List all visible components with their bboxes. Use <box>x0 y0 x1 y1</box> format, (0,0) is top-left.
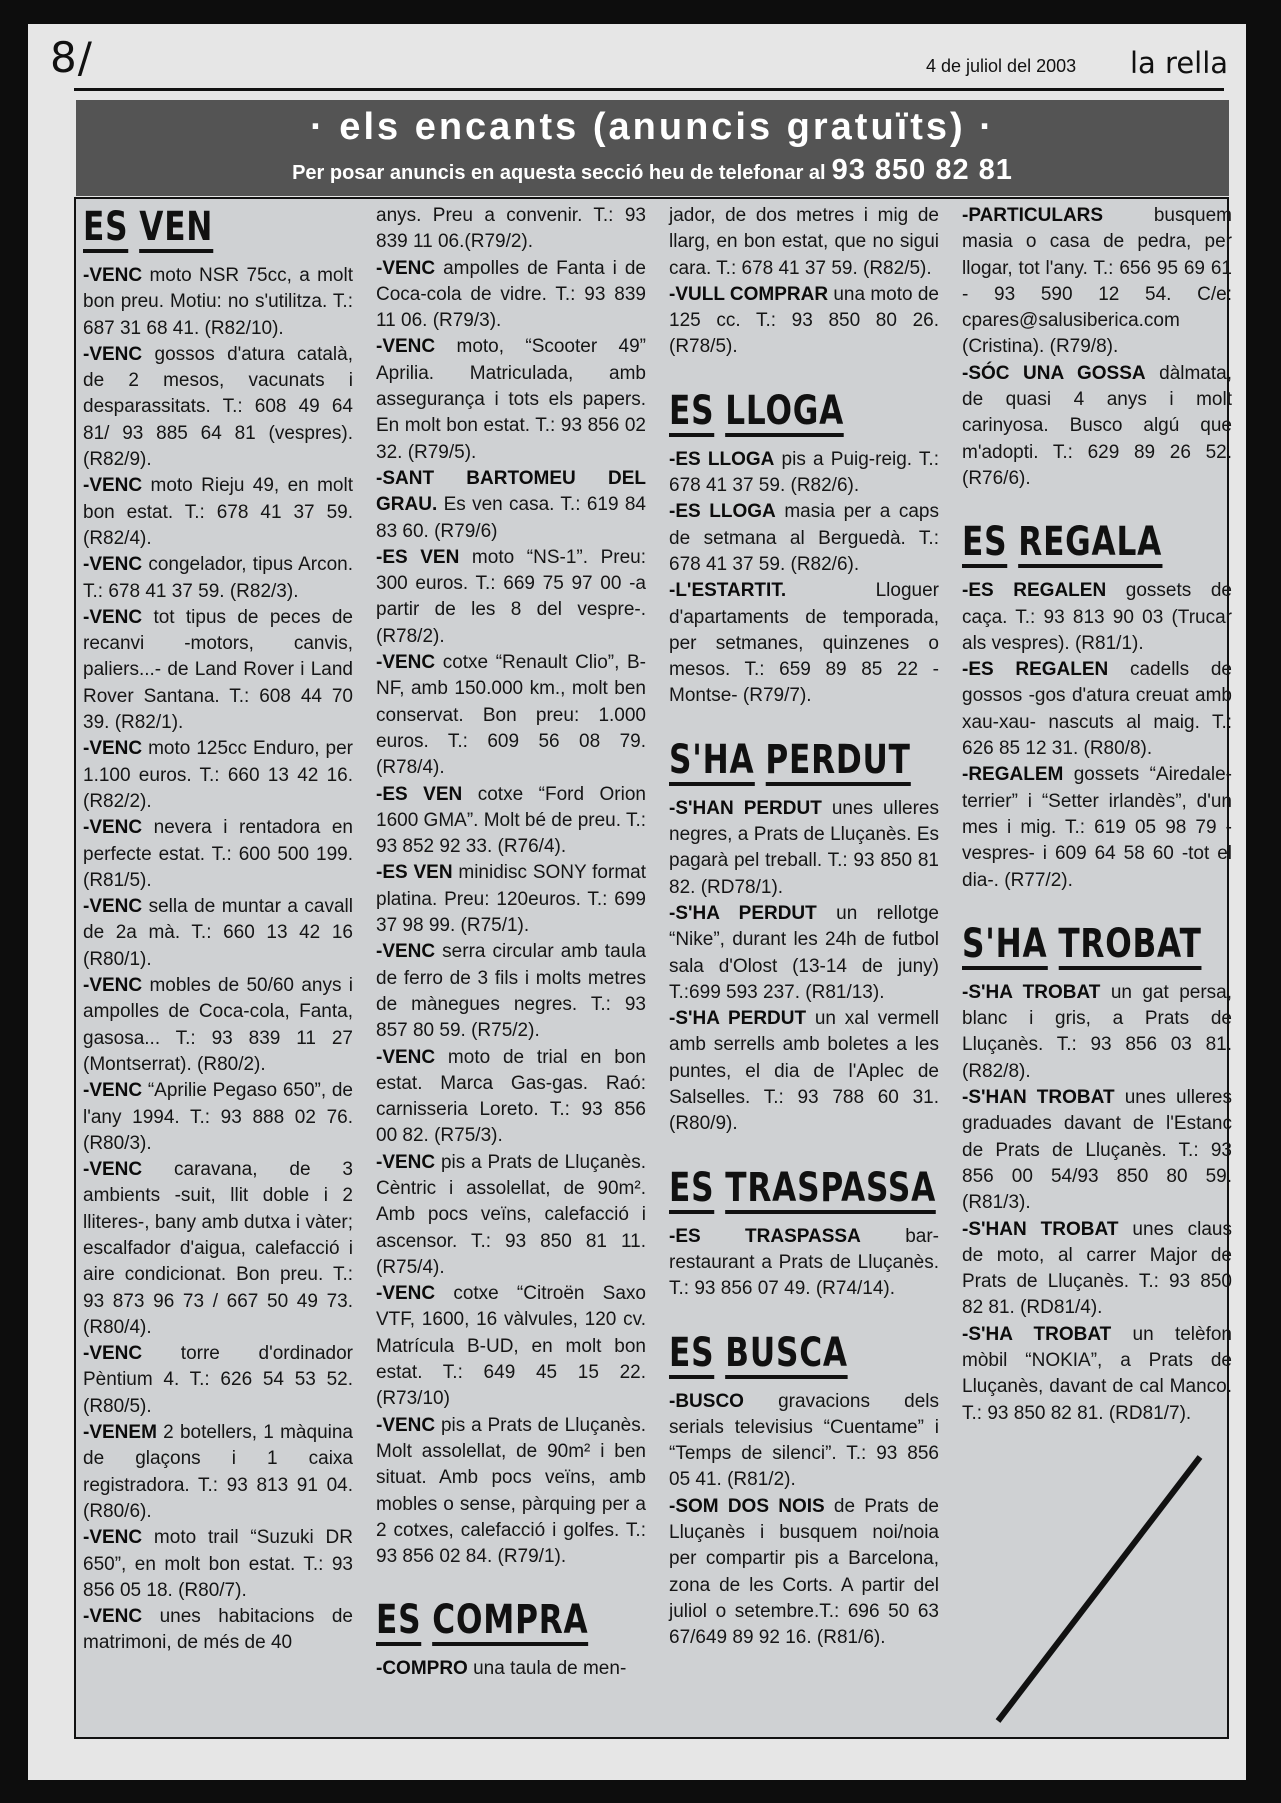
classified-ad <box>376 1413 646 1571</box>
ad-lead: -VENC <box>83 1159 143 1181</box>
ad-lead: -S'HA PERDUT <box>669 902 817 924</box>
banner-subtitle <box>76 154 1229 187</box>
page-number: 8/ <box>50 33 93 82</box>
classified-ad <box>962 980 1232 1085</box>
classified-ad <box>376 256 646 335</box>
ad-lead: -S'HA PERDUT <box>669 1008 807 1030</box>
classified-ad <box>962 1217 1232 1322</box>
column-1 <box>83 203 353 1657</box>
ad-text: busquem masia o casa de pedra, per llogar, tot l'any. T.: 656 95 69 61 - 93 590 12 54. C/e: cpares@salusiberica.com (Cristina). (R79/8). <box>962 205 1232 358</box>
section-heading-word: COMPRA <box>432 1599 588 1646</box>
ad-text: tot tipus de peces de recanvi -motors, canvis, paliers...- de Land Rover i Land Rover Santana. T.: 608 44 70 39. (R82/1). <box>83 606 353 734</box>
ad-lead: -VENC <box>376 336 436 358</box>
classified-ad <box>83 605 353 736</box>
ad-text: gravacions dels serials televisius “Cuentame” i “Temps de silenci”. T.: 93 856 05 41. (R81/2). <box>669 1390 939 1491</box>
ad-lead: -REGALEM <box>962 764 1064 786</box>
banner-phone: 93 850 82 81 <box>831 154 1013 186</box>
classified-ad <box>83 1157 353 1341</box>
ad-lead: -ES REGALEN <box>962 659 1109 681</box>
classified-ad <box>83 1525 353 1604</box>
ad-text: una moto de 125 cc. T.: 93 850 80 26. (R78/5). <box>669 283 939 358</box>
section-heading <box>83 203 294 253</box>
section-heading-word: TROBAT <box>1058 923 1201 970</box>
classified-ad <box>962 1085 1232 1216</box>
ad-lead: -L'ESTARTIT. <box>669 580 787 602</box>
ad-lead: -VENC <box>376 1151 436 1173</box>
classified-ad <box>669 282 939 361</box>
section-heading-word: S'HA <box>669 739 754 786</box>
classified-ad <box>376 782 646 861</box>
section-heading-word: REGALA <box>1018 521 1162 568</box>
ad-text: moto 125cc Enduro, per 1.100 euros. T.: 660 13 42 16. (R82/2). <box>83 738 353 812</box>
ad-text: moto, “Scooter 49” Aprilia. Matriculada, amb assegurança i tots els papers. En molt bon estat. T.: 93 856 02 32. (R79/5). <box>376 336 646 463</box>
classified-ad <box>669 578 939 709</box>
section-banner <box>76 100 1229 196</box>
ad-lead: -ES LLOGA <box>669 501 776 523</box>
section-heading <box>669 1329 880 1379</box>
classified-ad <box>962 1322 1232 1427</box>
ad-lead: -PARTICULARS <box>962 205 1104 226</box>
classified-ad <box>83 473 353 552</box>
ad-lead: -S'HAN TROBAT <box>962 1087 1115 1109</box>
ad-lead: -VULL COMPRAR <box>669 283 829 305</box>
ad-lead: -VENC <box>83 343 143 365</box>
ad-lead: -VENC <box>83 606 143 628</box>
ad-text: unes habitacions de matrimoni, de més de 40 <box>83 1606 353 1654</box>
ad-text: de Prats de Lluçanès i busquem noi/noia per compartir pis a Barcelona, zona de les Corts. A partir del juliol o setembre.T.: 696 50 63 67/649 89 92 16. (R81/6). <box>669 1495 940 1649</box>
ad-lead: -VENC <box>83 975 143 997</box>
section-heading <box>669 736 911 786</box>
ad-lead: -VENC <box>83 1606 143 1628</box>
ad-text: un xal vermell amb serrells amb boletes a les puntes, el dia de l'Aplec de Salselles. T.: 93 788 60 31. (R80/9). <box>669 1008 939 1135</box>
classified-ad <box>669 203 939 282</box>
classified-ad <box>669 1224 939 1303</box>
ad-lead: -VENC <box>83 896 143 918</box>
issue-date: 4 de juliol del 2003 <box>926 56 1077 76</box>
end-slash-mark <box>990 1455 1220 1725</box>
ad-text: nevera i rentadora en perfecte estat. T.: 600 500 199. (R81/5). <box>83 817 353 891</box>
classified-ad <box>962 762 1232 893</box>
column-3 <box>669 203 939 1651</box>
section-heading-word: ES <box>376 1599 421 1646</box>
classified-ad <box>376 1045 646 1150</box>
ad-text: un telèfon mòbil “NOKIA”, a Prats de Lluçanès, davant de cal Manco. T.: 93 850 82 81. (RD81/7). <box>962 1323 1232 1424</box>
ad-text: gossets de caça. T.: 93 813 90 03 (Trucar als vespres). (R81/1). <box>962 580 1232 654</box>
ad-lead: -VENC <box>83 738 143 760</box>
column-4 <box>962 203 1232 1427</box>
ad-lead: -VENC <box>376 1414 436 1436</box>
classified-ad <box>376 545 646 650</box>
classified-ad <box>376 1150 646 1281</box>
ad-text: masia per a caps de setmana al Berguedà. T.: 678 41 37 59. (R82/6). <box>669 501 939 575</box>
ad-text: pis a Prats de Lluçanès. Cèntric i assolellat, de 90m². Amb pocs veïns, calefacció i ascensor. T.: 93 850 81 11. (R75/4). <box>376 1151 646 1278</box>
ad-lead: -ES VEN <box>376 862 453 884</box>
section-heading <box>962 920 1202 970</box>
ad-text: ampolles de Fanta i de Coca-cola de vidre. T.: 93 839 11 06. (R79/3). <box>376 257 646 332</box>
ad-text: 2 botellers, 1 màquina de glaçons i 1 caixa registradora. T.: 93 813 91 04. (R80/6). <box>83 1422 353 1522</box>
ad-lead: -COMPRO <box>376 1658 468 1680</box>
classified-ad <box>83 342 353 473</box>
classified-ad <box>83 1604 353 1657</box>
ad-text: cotxe “Ford Orion 1600 GMA”. Molt bé de preu. T.: 93 852 92 33. (R76/4). <box>376 783 647 858</box>
ad-lead: -VENC <box>83 475 143 497</box>
ad-lead: -S'HA TROBAT <box>962 1323 1112 1345</box>
classified-ad <box>83 1078 353 1157</box>
section-heading-word: ES <box>669 1332 714 1379</box>
ad-lead: -SANT BARTOMEU DEL GRAU. <box>376 467 646 516</box>
ad-text: mobles de 50/60 anys i ampolles de Coca-cola, Fanta, gasosa... T.: 93 839 11 27 (Montserrat). (R80/2). <box>83 975 353 1075</box>
classified-ad <box>83 894 353 973</box>
classified-ad <box>669 447 939 500</box>
ad-text: bar-restaurant a Prats de Lluçanès. T.: 93 856 07 49. (R74/14). <box>669 1225 939 1300</box>
ad-lead: -ES VEN <box>376 546 460 568</box>
ad-lead: -S'HAN PERDUT <box>669 797 822 819</box>
classified-ad <box>83 552 353 605</box>
classified-ad <box>962 578 1232 657</box>
ad-text: una taula de men- <box>467 1658 627 1680</box>
ad-text: Es ven casa. T.: 619 84 83 60. (R79/6) <box>376 494 646 542</box>
ad-text: pis a Puig-reig. T.: 678 41 37 59. (R82/6). <box>669 448 939 497</box>
classified-ad <box>962 203 1232 361</box>
ad-text: moto de trial en bon estat. Marca Gas-gas. Raó: carnisseria Loreto. T.: 93 856 00 82. (R75/3). <box>376 1046 646 1147</box>
ad-lead: -ES TRASPASSA <box>669 1225 861 1247</box>
section-heading <box>669 387 880 437</box>
section-heading <box>669 1164 937 1214</box>
ad-lead: -VENEM <box>83 1422 157 1444</box>
ad-text: torre d'ordinador Pèntium 4. T.: 626 54 53 52. (R80/5). <box>83 1343 353 1417</box>
section-heading-word: VEN <box>139 206 213 253</box>
classified-ad <box>83 736 353 815</box>
publication-name: la rella <box>1130 46 1229 80</box>
ad-text: minidisc SONY format platina. Preu: 120euros. T.: 699 37 98 99. (R75/1). <box>376 862 646 937</box>
classified-ad <box>669 1389 939 1494</box>
ad-text: cotxe “Renault Clio”, B-NF, amb 150.000 km., molt ben conservat. Bon preu: 1.000 euros. T.: 609 56 08 79. (R78/4). <box>376 652 646 779</box>
banner-subtitle-text: Per posar anuncis en aquesta secció heu de telefonar al <box>292 162 826 184</box>
ad-lead: -VENC <box>83 265 143 286</box>
ad-lead: -SÓC UNA GOSSA <box>962 362 1146 384</box>
section-heading-word: BUSCA <box>725 1332 848 1379</box>
classified-ad <box>83 1420 353 1525</box>
header-rule <box>74 88 1224 91</box>
section-heading-word: LLOGA <box>725 390 844 437</box>
ad-text: moto NSR 75cc, a molt bon preu. Motiu: no s'utilitza. T.: 687 31 68 41. (R82/10). <box>83 265 353 339</box>
ad-lead: -VENC <box>83 1343 143 1365</box>
ad-lead: -VENC <box>376 652 436 674</box>
section-heading <box>962 518 1173 568</box>
ad-lead: -ES REGALEN <box>962 580 1107 602</box>
ad-text: moto “NS-1”. Preu: 300 euros. T.: 669 75 97 00 -a partir de les 8 del vespre-. (R78/2). <box>376 546 646 647</box>
section-heading-word: TRASPASSA <box>725 1167 936 1214</box>
classified-ad <box>962 361 1232 492</box>
ad-text: cadells de gossos -gos d'atura creuat amb xau-xau- nascuts al maig. T.: 626 85 12 31. (R80/8). <box>962 659 1232 760</box>
classified-ad <box>376 860 646 939</box>
classified-ad <box>376 466 646 545</box>
ad-lead: -VENC <box>83 817 143 839</box>
ad-text: gossets “Airedale-terrier” i “Setter irlandès”, d'un mes i mig. T.: 619 05 98 79 -vespres- i 609 64 58 60 -tot el dia-. (R77/2). <box>962 764 1232 891</box>
ad-text: sella de muntar a cavall de 2a mà. T.: 660 13 42 16 (R80/1). <box>83 896 353 970</box>
classified-ad <box>83 815 353 894</box>
banner-title: · els encants (anuncis gratuïts) · <box>310 106 995 148</box>
section-heading-word: ES <box>669 1167 714 1214</box>
ad-lead: -BUSCO <box>669 1390 744 1412</box>
section-heading-word: PERDUT <box>765 739 910 786</box>
ad-text: moto trail “Suzuki DR 650”, en molt bon estat. T.: 93 856 05 18. (R80/7). <box>83 1527 353 1601</box>
classified-ad <box>83 263 353 342</box>
classified-ad <box>83 1341 353 1420</box>
ad-text: serra circular amb taula de ferro de 3 fils i molts metres de mànegues negres. T.: 93 857 80 59. (R75/2). <box>376 941 646 1042</box>
ad-text: unes ulleres graduades davant de l'Estanc de Prats de Lluçanès. T.: 93 856 00 54/93 850 80 59. (R81/3). <box>962 1087 1232 1214</box>
ad-text: un rellotge “Nike”, durant les 24h de futbol sala d'Olost (13-14 de juny) T.:699 593 237. (R81/13). <box>669 902 939 1003</box>
section-heading-word: S'HA <box>962 923 1047 970</box>
ad-text: caravana, de 3 ambients -suit, llit doble i 2 lliteres-, bany amb dutxa i vàter; escalfador d'aigua, calefacció i aire condicionat. Bon preu. T.: 93 873 96 73 / 667 50 49 73. (R80/4). <box>83 1159 353 1338</box>
ad-lead: -ES LLOGA <box>669 448 775 470</box>
ad-lead: -VENC <box>376 257 436 279</box>
classified-ad <box>376 1656 646 1682</box>
classified-ad <box>669 796 939 901</box>
classified-ad <box>376 334 646 465</box>
ad-lead: -S'HAN TROBAT <box>962 1218 1119 1240</box>
ad-lead: -SOM DOS NOIS <box>669 1495 825 1517</box>
ad-text: un gat persa, blanc i gris, a Prats de Lluçanès. T.: 93 856 03 81. (R82/8). <box>962 981 1232 1082</box>
section-heading-word: ES <box>962 521 1007 568</box>
ad-lead: -S'HA TROBAT <box>962 981 1101 1003</box>
classified-ad <box>376 939 646 1044</box>
column-2 <box>376 203 646 1683</box>
ad-text: jador, de dos metres i mig de llarg, en bon estat, que no sigui cara. T.: 678 41 37 59. (R82/5). <box>669 205 939 279</box>
classified-ad <box>669 1006 939 1137</box>
ad-text: Lloguer d'apartaments de temporada, per setmanes, quinzenes o mesos. T.: 659 89 85 22 -Montse- (R79/7). <box>669 580 939 707</box>
ad-text: unes claus de moto, al carrer Major de Prats de Lluçanès. T.: 93 850 82 81. (RD81/4). <box>962 1218 1232 1319</box>
ad-lead: -VENC <box>83 1527 143 1549</box>
ad-lead: -VENC <box>376 1046 436 1068</box>
ad-lead: -VENC <box>376 1283 436 1305</box>
classified-ad <box>83 973 353 1078</box>
classified-ad <box>962 657 1232 762</box>
section-heading <box>376 1596 587 1646</box>
section-heading-word: ES <box>83 206 128 253</box>
ad-lead: -VENC <box>83 1080 143 1102</box>
ad-text: gossos d'atura català, de 2 mesos, vacunats i desparassitats. T.: 608 49 64 81/ 93 885 64 81 (vespres). (R82/9). <box>83 343 353 471</box>
ad-text: moto Rieju 49, en molt bon estat. T.: 678 41 37 59.(R82/4). <box>83 475 353 549</box>
ad-text: anys. Preu a convenir. T.: 93 839 11 06.(R79/2). <box>376 205 646 253</box>
classified-ad <box>669 901 939 1006</box>
classified-ad <box>376 1281 646 1412</box>
ad-lead: -VENC <box>83 554 143 576</box>
ad-text: congelador, tipus Arcon. T.: 678 41 37 59. (R82/3). <box>83 554 353 602</box>
ad-text: pis a Prats de Lluçanès. Molt assolellat, de 90m² i ben situat. Amb pocs veïns, amb mobles o sense, pàrquing per a 2 cotxes, calefacció i golfes. T.: 93 856 02 84. (R79/1). <box>376 1414 646 1568</box>
ad-text: dàlmata, de quasi 4 anys i molt carinyosa. Busco algú que m'adopti. T.: 629 89 26 52. (R76/6). <box>962 362 1232 489</box>
classified-ad <box>669 1494 939 1652</box>
classified-ad <box>376 650 646 781</box>
ad-lead: -ES VEN <box>376 783 463 805</box>
ad-text: unes ulleres negres, a Prats de Lluçanès. Es pagarà pel treball. T.: 93 850 81 82. (RD78/1). <box>669 797 939 898</box>
section-heading-word: ES <box>669 390 714 437</box>
classified-ad <box>376 203 646 256</box>
classified-ad <box>669 499 939 578</box>
ad-text: cotxe “Citroën Saxo VTF, 1600, 16 vàlvules, 120 cv. Matrícula B-UD, en molt bon estat. T.: 649 45 15 22. (R73/10) <box>376 1283 646 1410</box>
ad-lead: -VENC <box>376 941 436 963</box>
ad-text: “Aprilie Pegaso 650”, de l'any 1994. T.: 93 888 02 76. (R80/3). <box>83 1080 353 1154</box>
